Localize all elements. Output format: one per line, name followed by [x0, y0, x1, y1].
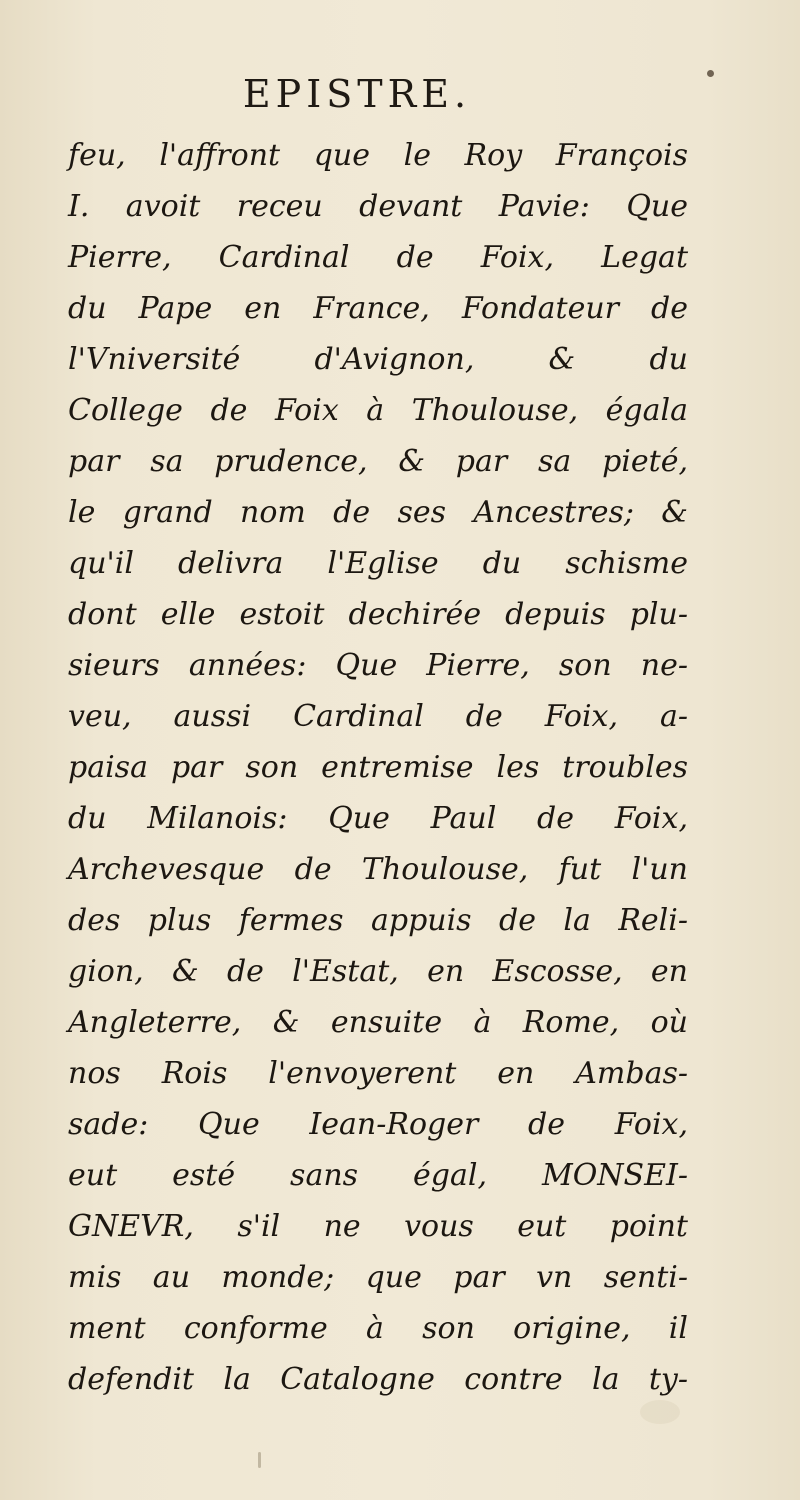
- running-heading: EPISTRE.: [242, 72, 472, 116]
- text-line: Pierre, Cardinal de Foix, Legat: [68, 240, 688, 275]
- text-line: veu, aussi Cardinal de Foix, a-: [68, 699, 688, 734]
- text-line: sieurs années: Que Pierre, son ne-: [68, 648, 688, 683]
- text-line: qu'il delivra l'Eglise du schisme: [68, 546, 688, 581]
- text-line: defendit la Catalogne contre la ty-: [68, 1362, 688, 1397]
- text-line: eut esté sans égal, MONSEI-: [68, 1158, 688, 1193]
- text-line: feu, l'affront que le Roy François: [68, 138, 688, 173]
- text-line: ment conforme à son origine, il: [68, 1311, 688, 1346]
- text-line: Archevesque de Thoulouse, fut l'un: [68, 852, 688, 887]
- body-text: [68, 130, 688, 1405]
- text-line: dont elle estoit dechirée depuis plu-: [68, 597, 688, 632]
- text-line: l'Vniversité d'Avignon, & du: [68, 342, 688, 377]
- text-line: College de Foix à Thoulouse, égala: [68, 393, 688, 428]
- text-line: mis au monde; que par vn senti-: [68, 1260, 688, 1295]
- text-line: du Milanois: Que Paul de Foix,: [68, 801, 688, 836]
- text-line: I. avoit receu devant Pavie: Que: [68, 189, 688, 224]
- text-line: GNEVR, s'il ne vous eut point: [68, 1209, 688, 1244]
- ink-mark: [258, 1452, 261, 1468]
- text-line: Angleterre, & ensuite à Rome, où: [68, 1005, 688, 1040]
- text-line: le grand nom de ses Ancestres; &: [68, 495, 688, 530]
- text-line: gion, & de l'Estat, en Escosse, en: [68, 954, 688, 989]
- text-line: paisa par son entremise les troubles: [68, 750, 688, 785]
- text-line: par sa prudence, & par sa pieté,: [68, 444, 688, 479]
- text-line: nos Rois l'envoyerent en Ambas-: [68, 1056, 688, 1091]
- text-line: du Pape en France, Fondateur de: [68, 291, 688, 326]
- text-line: sade: Que Iean-Roger de Foix,: [68, 1107, 688, 1142]
- text-line: des plus fermes appuis de la Reli-: [68, 903, 688, 938]
